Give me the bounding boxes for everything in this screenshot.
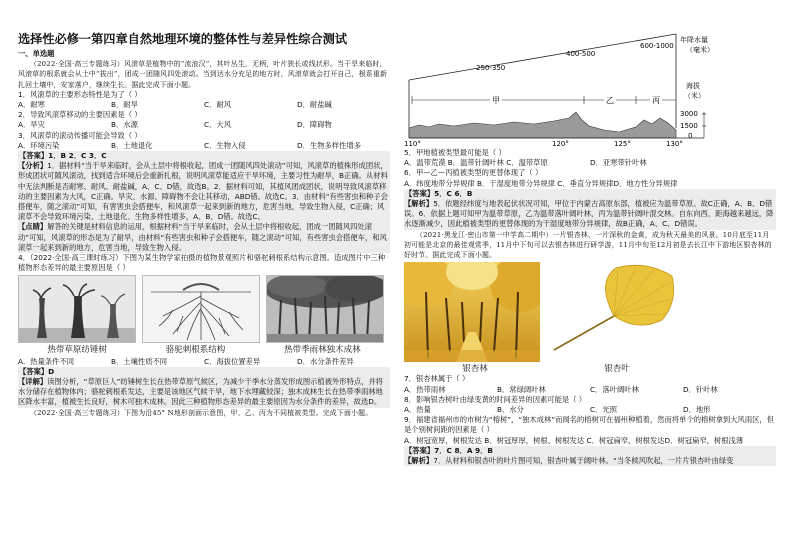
- key-point-label: 【点睛】: [18, 222, 48, 232]
- q1-option-c[interactable]: C．耐风: [204, 100, 231, 110]
- q1-option-d[interactable]: D．耐盐碱: [297, 100, 332, 110]
- ginkgo-forest-photo: [404, 262, 540, 362]
- altitude-tick-3000: 3000: [680, 110, 698, 118]
- question-5: 5．甲地植被类型最可能是（ ）: [404, 148, 506, 157]
- q3-option-a[interactable]: A．环境污染: [18, 140, 60, 150]
- q1-options: [18, 100, 390, 110]
- q9-options: [404, 436, 776, 446]
- q2-option-a[interactable]: A．旱灾: [18, 120, 45, 130]
- q7-option-b[interactable]: B．常绿阔叶林: [497, 384, 546, 394]
- longitude-tick-130: 130°: [666, 140, 683, 146]
- question-6: 6．甲—乙—丙植被类型的更替体现了（ ）: [404, 168, 543, 178]
- baobab-photo: [18, 275, 136, 343]
- question-3: 3．风滚草的滚动传播可能会导致（ ）: [18, 130, 142, 140]
- terrain-profile-diagram: [404, 28, 776, 146]
- question-7: 7．银杏林属于（ ）: [404, 374, 470, 384]
- rainfall-title: 年降水量: [680, 36, 708, 44]
- rainfall-label-west: 250-350: [476, 64, 506, 72]
- longitude-tick-125: 125°: [614, 140, 631, 146]
- ginkgo-photos: [404, 262, 776, 362]
- analysis-text: 1．据材料“当干旱来临时，会从土层中将根收起，团成一团随风四处滚动”可知，风滚草的植株形成团状，形成团状可随风滚动，找到适合环境后会重新扎根，说明风滚草能适应干旱环境，主要习性为耐旱，B正确。从材料中无法判断是否耐寒、耐风、耐盐碱，A、C、D错，故选B。2．据材料可知，其植风团成团状，说明导致风滚草移动的主要因素为大风，C正确。旱灾、水源、障碍物不会让其移动，ABD错。故选C。3．由材料“有些害虫和种子会搭便车，随之滚动”可知，有害害虫会搭便车，和风滚草一起来到新的地方，危害当地，导致生物入侵，C正确；风滚草不会导致环境污染、土地退化、生物多样性增多，A、B、D错。故选C。: [18, 161, 388, 222]
- caption-baobab: 热带草原纺锤树: [47, 345, 107, 356]
- q5-options-abc[interactable]: A．温带荒漠 B．温带针阔叶林 C．温带草原: [404, 158, 548, 168]
- page-title: 选择性必修一第四章自然地理环境的整体性与差异性综合测试: [18, 32, 348, 46]
- q2-option-c[interactable]: C．大风: [204, 120, 231, 130]
- intro-passage-1: （2022·全国·高三专题练习）风滚草是植物中的“流浪汉”，其叶丛生，无柄，叶片狭长或线状形。当干旱来临时，风滚草的根系就会从土中“拔出”，团成一团随风四处滚动。当到达水分充足的地方时，风滚草就会打开自己，根系重新扎回土壤中，安家落户，继续生长。据此完成下面小题。: [18, 60, 388, 89]
- left-column: [18, 49, 390, 418]
- explanation-7-text: 7．从材料和银杏叶的叶片图可知，银杏叶属于阔叶林。“当冬候风吹起，一片片银杏叶由绿变: [433, 456, 734, 466]
- caption-banyan: 热带季雨林独木成林: [284, 345, 361, 356]
- q6-options: [404, 179, 776, 189]
- analysis-label: 【分析】: [18, 161, 48, 171]
- q8-option-b[interactable]: B．水分: [497, 405, 524, 415]
- q4-option-c[interactable]: C．海拔位置差异: [204, 356, 261, 366]
- q4-options: [18, 357, 390, 367]
- question-8: 8．影响银杏树叶由绿变黄的时间差异的因素可能是（ ）: [404, 394, 587, 404]
- q7-options: [404, 385, 776, 395]
- plant-figures: [18, 275, 390, 343]
- right-column: [404, 148, 776, 466]
- answer-7-9: 【答案】7．C 8．A 9．B: [404, 446, 776, 456]
- intro-passage-7: （2021·黑龙江·密山市第一中学高二期中）一片银杏林，一片深秋的金黄，成为秋天最美的风景。10月底至11月初可能是北京的最佳观赏季，11月中下旬可以去银杏林进行研学游，11月中旬至12月初是去长江中下游地区银杏林的好时节。据此完成下面小题。: [404, 230, 772, 260]
- altitude-unit: （米）: [684, 92, 705, 100]
- analysis-1-3: [18, 161, 390, 222]
- q7-option-c[interactable]: C．落叶阔叶林: [590, 384, 639, 394]
- ginkgo-photo-captions: [404, 364, 776, 374]
- question-9: 9．福建省福州市的市树为“榕树”，“独木成林”而闻名的榕树可在福州种植着，然而将单个的榕树拿到大风雨区，但是个别树间距的因素是（ ）: [404, 415, 775, 435]
- rainfall-label-middle: 400-500: [566, 50, 596, 58]
- section-heading: 一、单选题: [18, 49, 55, 58]
- q6-option-d[interactable]: D．地方性分异规律: [613, 178, 678, 188]
- q4-option-d[interactable]: D．水分条件差异: [297, 356, 354, 366]
- detail-label: 【详解】: [18, 377, 48, 387]
- q8-option-d[interactable]: D．地形: [683, 405, 711, 415]
- altitude-tick-1500: 1500: [680, 122, 698, 130]
- rainfall-label-east: 600-1000: [640, 42, 674, 50]
- banyan-forest-photo: [266, 275, 384, 343]
- q1-option-a[interactable]: A．耐寒: [18, 100, 45, 110]
- q3-option-d[interactable]: D．生物多样性增多: [297, 140, 361, 150]
- explanation-label: 【解析】: [404, 199, 434, 209]
- detail-text: 读图分析，“草原巨人”纺锤树生长在热带草原气候区，为减少干季水分蒸发形成图示植被外形特点，并将水分储存在植物体内；骆驼刺根系发达，主要是该地区气候干旱，地下水埋藏较深；独木成林生长在热带季雨林地区降水丰富，植被生长良好，树木可独木成林。因此三种植物形态差异的最主要原因为水分条件的差异，故选D。: [18, 377, 384, 407]
- intro-passage-5: （2022·全国·高三专题练习）下图为沿45° N地形剖面示意图，甲、乙、丙为不同植被类型。完成下面小题。: [30, 408, 373, 417]
- q8-option-c[interactable]: C．光照: [590, 405, 617, 415]
- camelthorn-root-diagram: [142, 275, 260, 343]
- key-point-text: 解答的关键是材料信息的运用，根据材料“当干旱来临时，会从土层中将根收起，团成一团随风四处滚动”可知，风滚草的形态是为了耐旱，由材料“有些害虫和种子会搭便车，随之滚动”可知，有些害虫会搭便车，和风滚草一起来到新的地方，危害当地，导致生物入侵。: [18, 222, 387, 252]
- caption-camelthorn: 骆驼刺根系结构: [165, 345, 226, 356]
- q9-options-abc[interactable]: A．树冠宽厚，树根发达 B．树冠厚厚，树根、树根发达 C．树冠扁窄，树根发达: [404, 435, 665, 445]
- explanation-text: 5．依题经纬度与地表起伏状况可知，甲位于内蒙古高原东部，植被应为温带草原。故C正确，A、B、D错误。6．依据上题可知甲为温带草原，乙为温带落叶阔叶林，丙为温带针阔叶混交林。自东向西，距海越来越远，降水逐渐减少，因此植被类型的更替体现的为干湿度地带分异规律，故B正确，A、C、D错误。: [404, 199, 774, 229]
- zone-bing: 丙: [652, 96, 660, 105]
- rainfall-unit: （毫米）: [686, 46, 714, 54]
- q6-options-abc[interactable]: A．纬度地带分异规律 B．干湿度地带分异规律 C．垂直分异规律: [404, 178, 614, 188]
- q5-options: [404, 158, 776, 168]
- zone-yi: 乙: [606, 96, 614, 105]
- longitude-tick-110: 110°: [404, 140, 421, 146]
- q8-option-a[interactable]: A．热量: [404, 405, 431, 415]
- q4-option-a[interactable]: A．热量条件不同: [18, 356, 75, 366]
- q3-options: [18, 141, 390, 151]
- altitude-title: 海拔: [686, 82, 700, 90]
- longitude-tick-120: 120°: [552, 140, 569, 146]
- answer-5-6: 【答案】5．C 6．B: [404, 189, 776, 199]
- q1-option-b[interactable]: B．耐旱: [111, 100, 138, 110]
- key-point: [18, 222, 390, 253]
- question-1: 1．风滚草的主要形态特性是为了（ ）: [18, 89, 142, 99]
- q4-option-b[interactable]: B．土壤性质不同: [111, 356, 168, 366]
- caption-ginkgo-leaf: 银杏叶: [604, 364, 630, 375]
- explanation-7-label: 【解析】: [404, 456, 434, 466]
- q2-option-d[interactable]: D．障碍物: [297, 120, 332, 130]
- q3-option-c[interactable]: C．生物入侵: [204, 140, 246, 150]
- answer-4: 【答案】D: [18, 367, 390, 377]
- q8-options: [404, 405, 776, 415]
- answer-1-3: 【答案】1．B 2．C 3．C: [18, 151, 390, 161]
- q5-option-d[interactable]: D．亚寒带针叶林: [590, 158, 647, 168]
- detail-4: [18, 377, 390, 408]
- q7-option-d[interactable]: D．针叶林: [683, 384, 718, 394]
- q7-option-a[interactable]: A．热带雨林: [404, 384, 446, 394]
- q2-options: [18, 120, 390, 130]
- q3-option-b[interactable]: B．土地退化: [111, 140, 153, 150]
- caption-ginkgo-forest: 银杏林: [462, 364, 488, 375]
- explanation-5-6: [404, 199, 776, 230]
- question-4: 4．（2022·全国·高三课时练习）下图为某生物学家拍摄的植物景观照片和骆驼刺根系结构示意图。造成图片中三种植物形态差异的最主要原因是（ ）: [18, 253, 386, 273]
- ginkgo-leaf-photo: [546, 262, 682, 362]
- explanation-7-9: [404, 456, 776, 466]
- zone-jia: 甲: [492, 96, 500, 105]
- q9-option-d[interactable]: D．树冠扁窄，树根浅薄: [664, 435, 744, 445]
- figure-captions: [18, 345, 390, 355]
- q2-option-b[interactable]: B．水源: [111, 120, 138, 130]
- question-2: 2．导致风滚草移动的主要因素是（ ）: [18, 110, 142, 120]
- altitude-tick-0: 0: [688, 132, 693, 140]
